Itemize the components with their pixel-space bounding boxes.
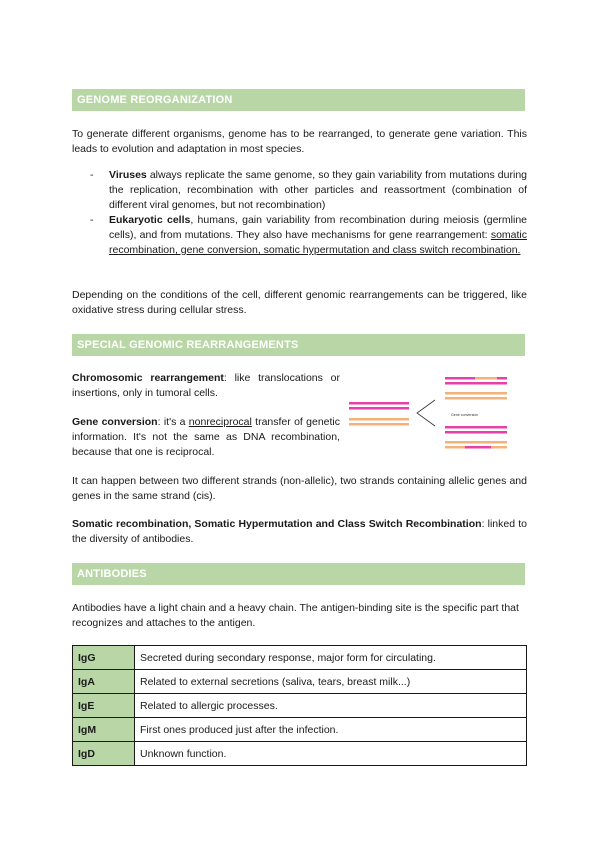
antibody-description: Unknown function.: [135, 742, 527, 766]
gene-conversion-text-1: : it's a: [157, 416, 189, 428]
list-item-eukaryotic: - Eukaryotic cells, humans, gain variability from recombination during meiosis (germline cells), and from mutations. They also have mechanisms for gene rearrangement: somatic recombination, gene conversion, somatic hypermutation and class switch recombination.: [90, 214, 527, 256]
rearrangement-mechanisms: somatic recombination, gene conversion, somatic hypermutation and class switch recombination.: [109, 229, 527, 256]
antibody-name: IgE: [73, 694, 135, 718]
genome-closing: Depending on the conditions of the cell, different genomic rearrangements can be triggered, like oxidative stress during cellular stress.: [72, 289, 527, 316]
somatic-paragraph: [72, 517, 527, 547]
bottom-result-orange-c: [491, 446, 507, 449]
bottom-result-pink-b: [445, 431, 507, 434]
top-result-pink-b: [497, 377, 507, 380]
table-row: [73, 742, 527, 766]
diagram-label: Gene conversion: [451, 413, 479, 417]
chromosomic-paragraph: [72, 371, 340, 401]
top-result-orange-c: [445, 397, 507, 400]
section-header-special: SPECIAL GENOMIC REARRANGEMENTS: [72, 334, 525, 356]
nonreciprocal-word: nonreciprocal: [188, 416, 252, 428]
antibody-description: Related to allergic processes.: [135, 694, 527, 718]
left-orange-strand-1: [349, 418, 409, 421]
table-row: [73, 694, 527, 718]
antibody-table: [72, 645, 527, 766]
gene-conversion-diagram: [345, 372, 530, 462]
chromosomic-text: : like translocations or insertions, only in tumoral cells.: [72, 372, 341, 399]
section-header-genome: GENOME REORGANIZATION: [72, 89, 525, 111]
left-orange-strand-2: [349, 423, 409, 426]
strands-paragraph: It can happen between two different strands (non-allelic), two strands containing allelic genes and genes in the same strand (cis).: [72, 475, 527, 502]
arrow-bracket-icon: [417, 400, 435, 426]
somatic-term: Somatic recombination, Somatic Hypermutation and Class Switch Recombination: [72, 518, 482, 530]
antibody-name: IgD: [73, 742, 135, 766]
eukaryotic-text: , humans, gain variability from recombination during meiosis (germline cells), and from mutations. They also have mechanisms for gene rearrangement:: [109, 214, 527, 241]
top-result-pink-a: [445, 377, 475, 380]
antibody-description: First ones produced just after the infection.: [135, 718, 527, 742]
table-row: [73, 670, 527, 694]
antibody-description: Related to external secretions (saliva, tears, breast milk...): [135, 670, 527, 694]
gene-conversion-text-2: transfer of genetic information. It's not the same as DNA recombination, because that one is reciprocal.: [72, 416, 340, 458]
genome-intro: To generate different organisms, genome has to be rearranged, to generate gene variation. This leads to evolution and adaptation in most species.: [72, 128, 527, 155]
eukaryotic-term: Eukaryotic cells: [109, 214, 191, 226]
somatic-text: : linked to the diversity of antibodies.: [72, 518, 527, 545]
viruses-text: always replicate the same genome, so they gain variability from mutations during the replication, recombination with other particles and reassortment (combination of different viral genomes, but not recombination): [109, 169, 527, 211]
gene-conversion-term: Gene conversion: [72, 416, 158, 428]
left-pink-strand-2: [349, 407, 409, 410]
bottom-result-orange-b: [445, 446, 465, 449]
chromosomic-term: Chromosomic rearrangement: [72, 372, 224, 384]
viruses-term: Viruses: [109, 169, 147, 181]
table-row: [73, 646, 527, 670]
antibody-name: IgG: [73, 646, 135, 670]
bottom-result-pink-a: [445, 426, 507, 429]
list-item-viruses: - Viruses always replicate the same genome, so they gain variability from mutations during the replication, recombination with other particles and reassortment (combination of different viral genomes, but not recombination): [90, 169, 527, 211]
section-header-antibodies: ANTIBODIES: [72, 563, 525, 585]
bottom-result-pink-c: [465, 446, 491, 449]
antibody-name: IgA: [73, 670, 135, 694]
top-result-orange-b: [445, 392, 507, 395]
gene-conversion-paragraph: [72, 415, 340, 460]
left-pink-strand-1: [349, 402, 409, 405]
genome-bullet-list: [90, 168, 527, 258]
antibody-description: Secreted during secondary response, major form for circulating.: [135, 646, 527, 670]
top-result-orange-a: [475, 377, 497, 380]
top-result-pink-c: [445, 382, 507, 385]
antibodies-intro: Antibodies have a light chain and a heavy chain. The antigen-binding site is the specific part that recognizes and attaches to the antigen.: [72, 602, 519, 629]
antibody-name: IgM: [73, 718, 135, 742]
table-row: [73, 718, 527, 742]
bottom-result-orange-a: [445, 441, 507, 444]
